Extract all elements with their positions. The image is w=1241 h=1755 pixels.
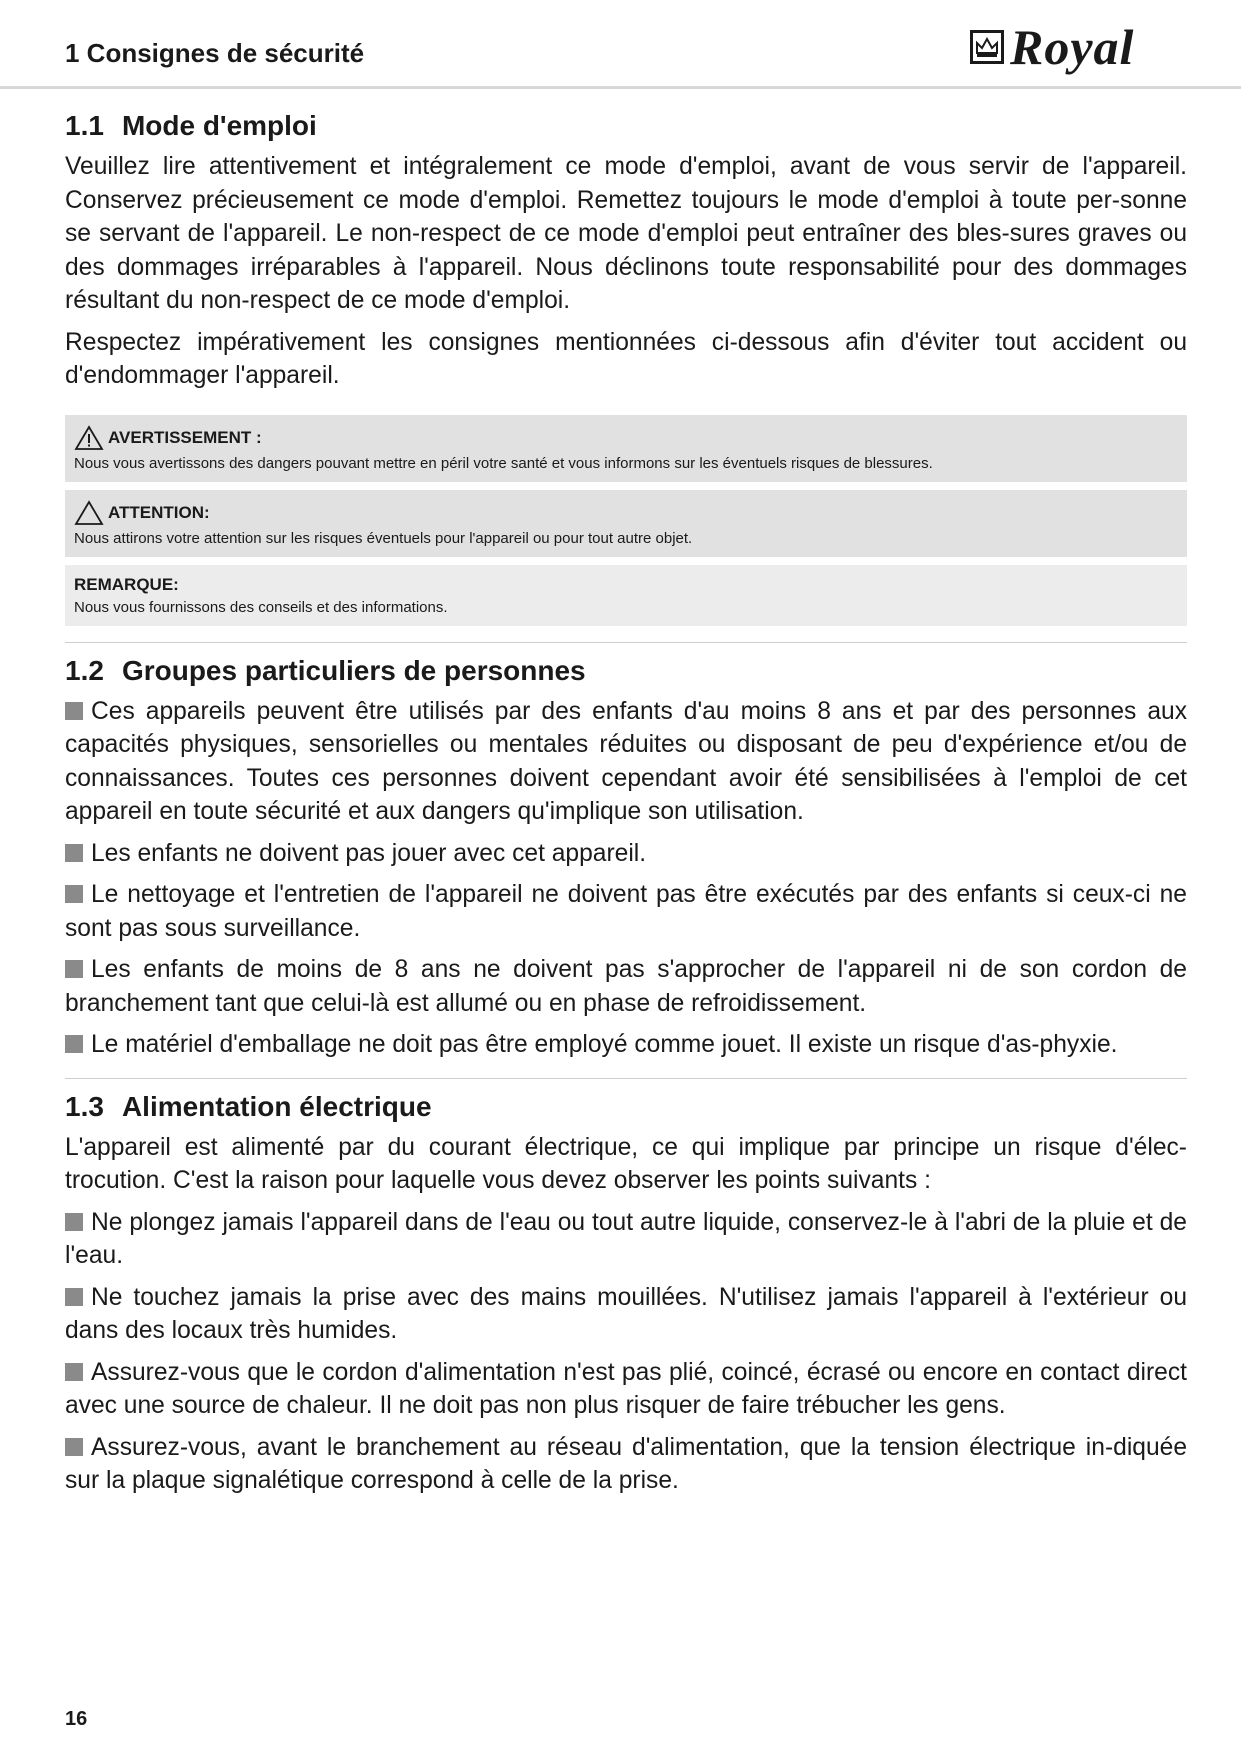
notice-title: REMARQUE: [74, 574, 179, 594]
royal-logo [970, 19, 1190, 75]
bullet-item: Les enfants de moins de 8 ans ne doivent pas s'approcher de l'appareil ni de son cordon de branchement tant que celui-là est allumé ou en phase de refroidissement. [65, 953, 1187, 1020]
bullet-item: Le matériel d'emballage ne doit pas être employé comme jouet. Il existe un risque d'as-phyxie. [65, 1028, 1187, 1062]
section-heading-1-3: 1.3 Alimentation électrique [65, 1090, 432, 1122]
section-heading-1-2: 1.2 Groupes particuliers de personnes [65, 654, 586, 686]
section-divider [65, 642, 1187, 643]
bullet-item: Assurez-vous que le cordon d'alimentation n'est pas plié, coincé, écrasé ou encore en contact direct avec une source de chaleur. Il ne doit pas non plus risquer de faire trébucher les gens. [65, 1356, 1187, 1423]
page-header [0, 0, 1241, 88]
paragraph: Veuillez lire attentivement et intégralement ce mode d'emploi, avant de vous servir de l'appareil. Conservez précieusement ce mode d'emploi. Remettez toujours le mode d'emploi à toute per-sonne se servant de l'appareil. Le non-respect de ce mode d'emploi peut entraîner des bles-sures graves ou des dommages irréparables à l'appareil. Nous déclinons toute responsabilité pour des dommages résultant du non-respect de ce mode d'emploi. [65, 153, 1187, 314]
bullet-item: Assurez-vous, avant le branchement au réseau d'alimentation, que la tension électrique in-diquée sur la plaque signalétique correspond à celle de la prise. [65, 1431, 1187, 1498]
bullet-item: Le nettoyage et l'entretien de l'appareil ne doivent pas être exécutés par des enfants si ceux-ci ne sont pas sous surveillance. [65, 878, 1187, 945]
notice-attention [65, 490, 1187, 557]
page-content [65, 98, 1187, 1506]
crown-icon [970, 30, 1004, 64]
header-divider [0, 86, 1241, 89]
bullet-item: Ne touchez jamais la prise avec des mains mouillées. N'utilisez jamais l'appareil à l'extérieur ou dans des locaux très humides. [65, 1281, 1187, 1348]
notice-remark [65, 565, 1187, 626]
section-heading-1-1: 1.1 Mode d'emploi [65, 110, 317, 141]
warning-triangle-icon [74, 500, 104, 526]
notice-text: Nous vous fournissons des conseils et des informations. [74, 598, 448, 616]
notice-list [65, 415, 1187, 626]
section-divider [65, 1078, 1187, 1079]
logo-wordmark: Royal [1010, 19, 1135, 75]
notice-text: Nous vous avertissons des dangers pouvant mettre en péril votre santé et vous informons sur les éventuels risques de blessures. [74, 454, 933, 472]
paragraph: L'appareil est alimenté par du courant électrique, ce qui implique par principe un risque d'élec-trocution. C'est la raison pour laquelle vous devez observer les points suivants : [65, 1133, 1187, 1194]
page-number: 16 [65, 1708, 88, 1730]
notice-title: ATTENTION: [108, 502, 210, 522]
warning-triangle-icon [74, 425, 104, 451]
bullet-item: Ne plongez jamais l'appareil dans de l'eau ou tout autre liquide, conservez-le à l'abri de la pluie et de l'eau. [65, 1206, 1187, 1273]
notice-title: AVERTISSEMENT : [108, 427, 262, 447]
notice-warning [65, 415, 1187, 482]
bullet-item: Les enfants ne doivent pas jouer avec cet appareil. [65, 837, 1187, 871]
bullet-item: Ces appareils peuvent être utilisés par des enfants d'au moins 8 ans et par des personnes aux capacités physiques, sensorielles ou mentales réduites ou disposant de peu d'expérience et/ou de connaissances. Toutes ces personnes doivent cependant avoir été sensibilisées à l'emploi de cet appareil en toute sécurité et aux dangers qu'implique son utilisation. [65, 695, 1187, 829]
notice-text: Nous attirons votre attention sur les risques éventuels pour l'appareil ou pour tout autre objet. [74, 529, 693, 547]
paragraph: Respectez impérativement les consignes mentionnées ci-dessous afin d'éviter tout accident ou d'endommager l'appareil. [65, 328, 1187, 389]
chapter-title: 1 Consignes de sécurité [65, 38, 365, 68]
